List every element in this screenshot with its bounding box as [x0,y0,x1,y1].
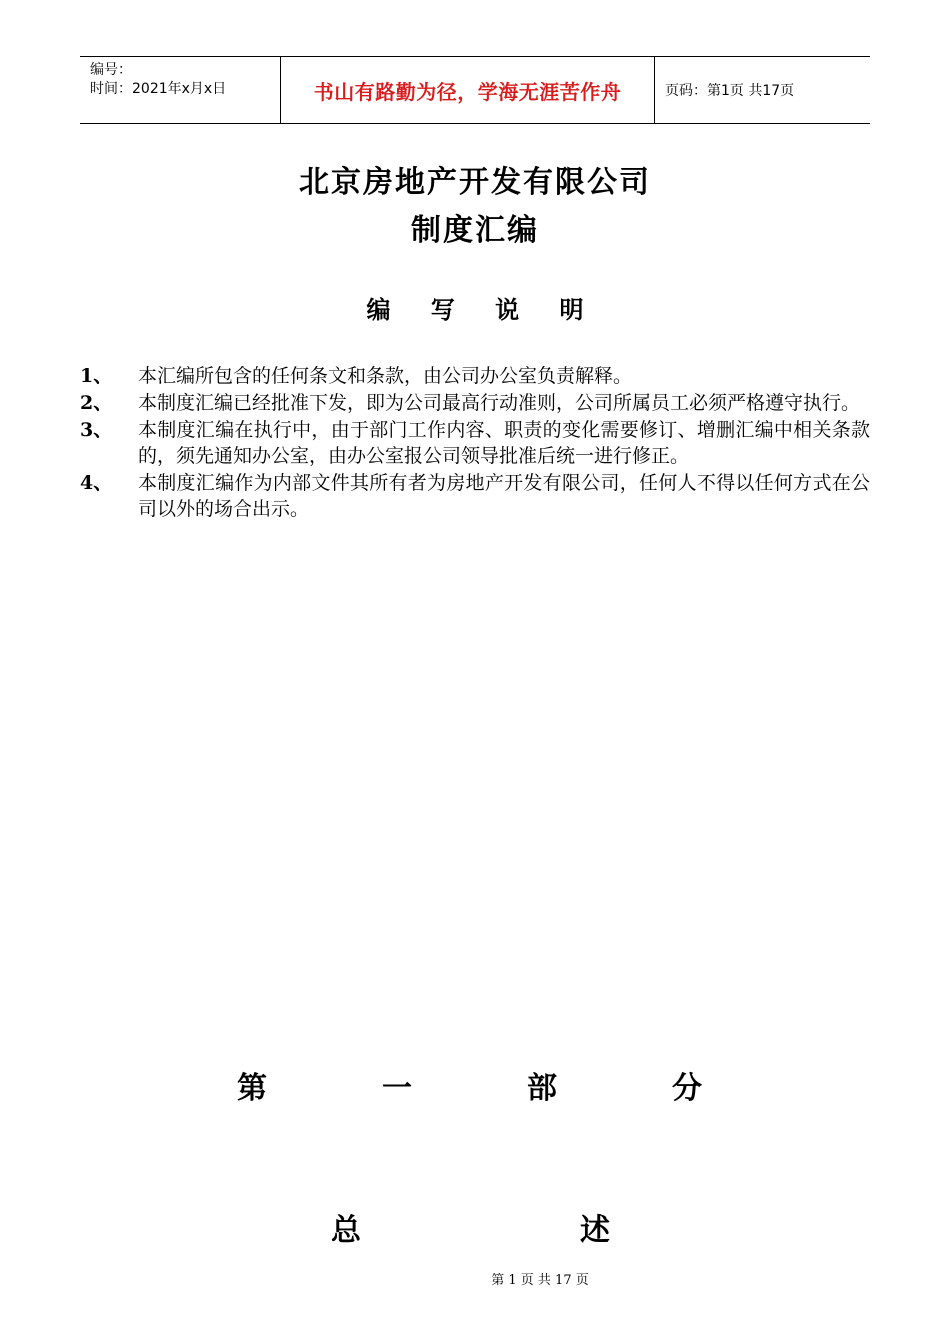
list-item-text: 本制度汇编在执行中，由于部门工作内容、职责的变化需要修订、增删汇编中相关条款的，须先通知办公室，由办公室报公司领导批准后统一进行修正。 [138,419,870,467]
list-item-text: 本制度汇编作为内部文件其所有者为房地产开发有限公司，任何人不得以任何方式在公司以外的场合出示。 [138,472,870,520]
list-item [80,417,870,469]
page-header [80,56,870,124]
compilation-title: 制度汇编 [411,213,539,248]
notes-list [80,363,870,523]
notes-heading: 编 写 说 明 [366,296,600,324]
list-item-text: 本汇编所包含的任何条文和条款，由公司办公室负责解释。 [138,365,633,387]
header-page-number: 页码：第1页 共17页 [665,83,795,99]
header-meta [80,57,281,123]
list-item [80,470,870,522]
list-item-number: 2、 [80,392,113,414]
list-item [80,390,870,416]
summary-heading-char: 总 [331,1213,361,1248]
part-heading-char: 部 [527,1071,557,1106]
document-number-label: 编号： [90,62,132,78]
summary-heading [0,1205,950,1255]
part-heading-char: 分 [672,1071,702,1106]
part-heading-char: 第 [237,1071,267,1106]
page-footer: 第 1 页 共 17 页 [491,1273,589,1288]
list-item-number: 3、 [80,419,113,441]
part-one-heading [0,1063,950,1113]
list-item-text: 本制度汇编已经批准下发，即为公司最高行动准则，公司所属员工必须严格遵守执行。 [138,392,861,414]
list-item-number: 1、 [80,365,113,387]
summary-heading-char: 述 [580,1213,610,1248]
part-heading-char: 一 [382,1071,412,1106]
document-date-label: 时间：2021年x月x日 [90,81,227,97]
list-item [80,363,870,389]
company-title: 北京房地产开发有限公司 [299,165,651,200]
header-motto: 书山有路勤为径，学海无涯苦作舟 [281,57,655,123]
list-item-number: 4、 [80,472,113,494]
